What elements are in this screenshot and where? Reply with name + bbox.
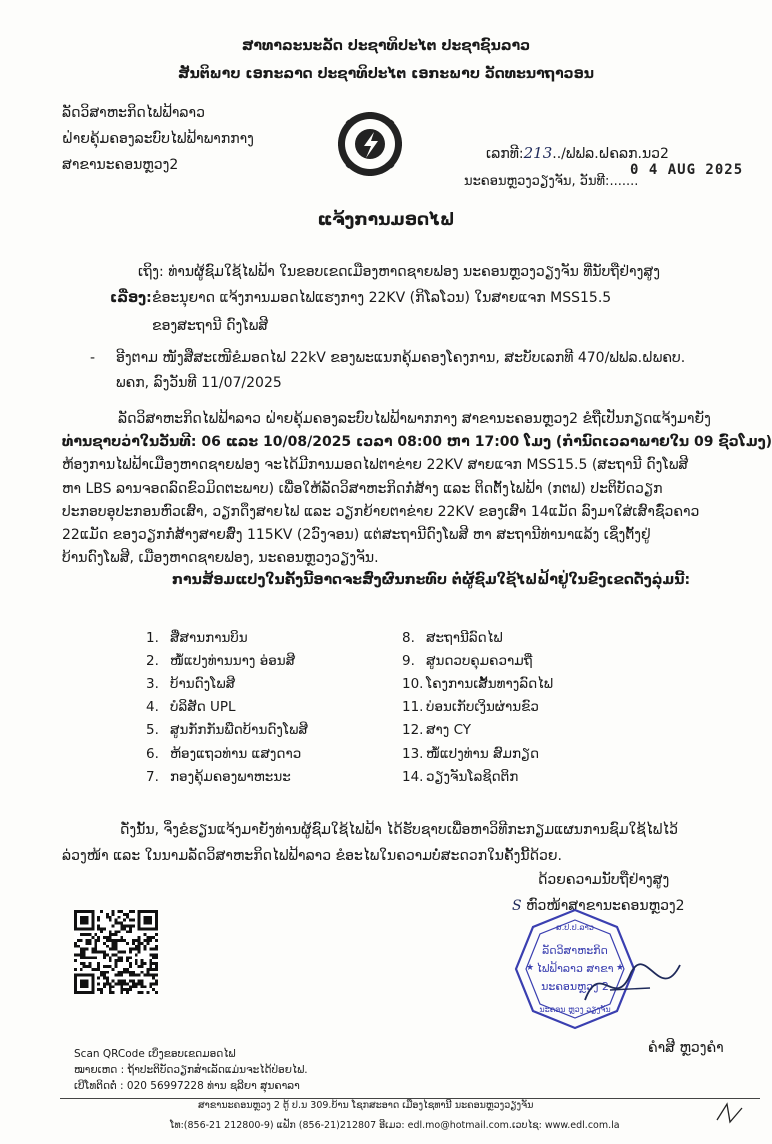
area-item-number: 10.: [402, 675, 424, 692]
org-line2: ຝ່າຍຄຸ້ມຄອງລະບົບໄຟຟ້າພາກກາງ: [62, 131, 254, 147]
footer-divider: [60, 1098, 760, 1099]
stamp-star-right-icon: ★: [616, 963, 625, 973]
body-line: ທ່ານຊາບວ່າໃນວັນທີ: 06 ແລະ 10/08/2025 ເວລາ 08:00 ຫາ 17:00 ໂມງ (ກໍານົດເວລາພາຍໃນ 09 ຊົ່ວໂມງ): [62, 434, 772, 451]
reference-number-suffix: ../ຟຟລ.ຝຄລກ.ນວ2: [552, 146, 669, 162]
area-item: [146, 626, 308, 649]
area-item-number: 3.: [146, 675, 159, 692]
org-line3: ສາຂານະຄອນຫຼວງ2: [62, 157, 179, 173]
area-item-label: ສູນກັກກັນພືດບ້ານດົງໂພສີ: [170, 722, 308, 739]
subject-line1: ຂໍອະນຸຍາດ ແຈ້ງການມອດໄຟແຮງກາງ 22KV (ກິໂລໂວນ) ໃນສາຍແຈກ MSS15.5: [152, 290, 612, 306]
areas-intro: ການສ້ອມແປງໃນຄັ້ງນີ້ອາດຈະສົ່ງຜົນກະທົບ ຕໍ່ຜູ້ຊົມໃຊ້ໄຟຟ້າຢູ່ໃນຂົງເຂດດັ່ງລຸ່ມນີ້:: [172, 572, 691, 588]
reference-place-date: [464, 174, 638, 189]
area-item-label: ໜໍ້ແປງທ່ານນາງ ອ່ອນສີ: [170, 652, 296, 669]
area-item: [402, 649, 553, 672]
stamp-top: ສ.ປ.ປ.ລາວ: [556, 923, 594, 932]
body-line: ຫາ LBS ລານຈອດລົດຂົວມິດຕະພາບ) ເພື່ອໃຫ້ລັດວິສາຫະກິດກໍ່ສ້າງ ແລະ ຕິດຕັ້ງໄຟຟ້າ (ກຕຟ) ປະຕິບັດວຽກ: [62, 480, 663, 497]
body-line: ລັດວິສາຫະກິດໄຟຟ້າລາວ ຝ່າຍຄຸ້ມຄອງລະບົບໄຟຟ້າພາກກາງ ສາຂານະຄອນຫຼວງ2 ຂໍຖືເປັນກຽດແຈ້ງມາຍັງ: [118, 411, 711, 427]
area-item-number: 11.: [402, 699, 424, 716]
subject-block: [110, 290, 611, 306]
area-item-label: ສື່ສານການບິນ: [170, 629, 248, 646]
closing-line2: ລ່ວງໜ້າ ແລະ ໃນນາມລັດວິສາຫະກິດໄຟຟ້າລາວ ຂໍອະໄພໃນຄວາມບໍ່ສະດວກໃນຄັ້ງນີ້ດ້ວຍ.: [62, 848, 562, 864]
area-item: [402, 742, 553, 765]
stamp-line2: ໄຟຟ້າລາວ ສາຂາ: [536, 962, 614, 975]
qr-note-line2: ໝາຍເຫດ : ຖ້າປະຕິບັດວຽກສຳເລັດແມ່ນຈະໄດ້ປ່ອຍໄຟ.: [74, 1064, 308, 1076]
recipient-line: ເຖິງ: ທ່ານຜູ້ຊົມໃຊ້ໄຟຟ້າ ໃນຂອບເຂດເມືອງຫາດຊາຍຟອງ ນະຄອນຫຼວງວຽງຈັນ ທີ່ນັບຖືຢ່າງສູງ: [138, 264, 660, 280]
reference-doc-line1: ອີງຕາມ ໜັງສືສະເໜີຂໍມອດໄຟ 22kV ຂອງພະແນກຄຸ້ມຄອງໂຄງການ, ສະບັບເລກທີ 470/ຟຟລ.ຝພຄບ.: [116, 350, 686, 366]
area-item-number: 14.: [402, 768, 424, 785]
body-line: ປະກອບອຸປະກອນຫົວເສົາ, ວຽກດຶງສາຍໄຟ ແລະ ວຽກຍ້າຍຕາຂ່າຍ 22KV ຂອງເສົາ 14ແມັດ ລົງມາໃສ່ເສົາຊົ່ວຄາວ: [62, 503, 700, 520]
area-item-label: ໜໍ້ແປງທ່ານ ສົມກຽດ: [426, 745, 540, 762]
footer-address: ສາຂານະຄອນຫຼວງ 2 ຕູ້ ປ.ນ 309.ບ້ານ ໂຊກສະອາດ ເມືອງໄຊທານີ ນະຄອນຫຼວງວຽງຈັນ: [198, 1100, 534, 1111]
stamp-bottom: ນະຄອນ ຫຼວງ ວຽງຈັນ: [539, 1005, 611, 1014]
country-header: ສາທາລະນະລັດ ປະຊາທິປະໄຕ ປະຊາຊົນລາວ: [241, 38, 531, 54]
area-item-label: ກອງຄຸ້ມຄອງພາຫະນະ: [170, 768, 291, 785]
reference-number-label: ເລກທີ:: [486, 146, 524, 162]
footer-contact: ໂທ:(856-21 212800-9) ແຟັກ (856-21)212807 ອີເມວ: edl.mo@hotmail.com.ເວບໄຊ: www.edl.com.la: [170, 1120, 620, 1131]
edl-logo-icon: [334, 108, 406, 180]
area-item: [146, 719, 308, 742]
body-line: ບ້ານດົງໂພສີ, ເມືອງຫາດຊາຍຟອງ, ນະຄອນຫຼວງວຽງຈັນ.: [62, 550, 379, 567]
area-item-number: 5.: [146, 722, 159, 739]
signatory-name: ຄຳສີ ຫຼວງຄຳ: [648, 1040, 724, 1056]
stamp-star-left-icon: ★: [526, 963, 535, 973]
area-item-label: ບໍລິສັດ UPL: [170, 699, 236, 716]
org-block: [62, 100, 254, 178]
area-item: [402, 626, 553, 649]
reference-doc: [90, 350, 685, 366]
area-item-label: ສູນດວບຄຸມຄວາມຖີ່: [426, 652, 533, 669]
body-line: ຫ້ອງການໄຟຟ້າເມືອງຫາດຊາຍຟອງ ຈະໄດ້ມີການມອດໄຟຕາຂ່າຍ 22KV ສາຍແຈກ MSS15.5 (ສະຖານີ ດົງໂພສີ: [62, 457, 689, 474]
area-item-number: 2.: [146, 652, 159, 669]
area-item-label: ບ່ອນເກັບເງິນຜ່ານຂົວ: [426, 699, 539, 716]
motto-header: ສັນຕິພາບ ເອກະລາດ ປະຊາທິປະໄຕ ເອກະພາບ ວັດທະນາຖາວອນ: [178, 66, 594, 82]
area-item: [146, 742, 308, 765]
stamp-line3: ນະຄອນຫຼວງ 2: [541, 980, 609, 993]
date-stamp: 0 4 AUG 2025: [630, 162, 744, 178]
area-item: [146, 672, 308, 695]
area-item-number: 9.: [402, 652, 415, 669]
area-item-label: ຫ້ອງແຖວທ່ານ ແສງດາວ: [170, 745, 302, 762]
areas-list-left: [146, 626, 308, 788]
area-item-number: 8.: [402, 629, 415, 646]
stamp-line1: ລັດວິສາຫະກິດ: [542, 944, 608, 957]
area-item: [146, 696, 308, 719]
area-item: [146, 649, 308, 672]
area-item-number: 7.: [146, 768, 159, 785]
reference-dash: -: [90, 350, 96, 366]
position-title: ຫົວໜ້າສາຂານະຄອນຫຼວງ2: [526, 898, 685, 914]
area-item-number: 12.: [402, 722, 424, 739]
areas-list-right: [402, 626, 553, 788]
document-title: ແຈ້ງການມອດໄຟ: [317, 210, 455, 230]
closing-line1: ດັ່ງນັ້ນ, ຈິ່ງຂໍຮຽນແຈ້ງມາຍັງທ່ານຜູ້ຊົມໃຊ້ໄຟຟ້າ ໄດ້ຮັບຊາບເພື່ອຫາວິທີກະກຽມແຜນການຊົມໃຊ້ໄຟໄວ້: [120, 822, 679, 838]
subject-line2: ຂອງສະຖານີ ດົງໂພສີ: [152, 318, 269, 334]
body-line: 22ແມັດ ຂອງວຽກກໍ່ສ້າງສາຍສົ່ງ 115KV (2ວົງຈອນ) ແຕ່ສະຖານີດົງໂພສີ ຫາ ສະຖານີທ່ານາແລ້ງ ເຊິ່ງຕັ້ງຢູ່: [62, 527, 651, 544]
area-item-label: ສາງ CY: [426, 722, 472, 739]
area-item: [402, 765, 553, 788]
org-line1: ລັດວິສາຫະກິດໄຟຟ້າລາວ: [62, 105, 205, 121]
area-item: [146, 765, 308, 788]
regards-line: ດ້ວຍຄວາມນັບຖືຢ່າງສູງ: [538, 872, 670, 888]
area-item-number: 13.: [402, 745, 424, 762]
reference-doc-line2: ພຄກ, ລົງວັນທີ 11/07/2025: [116, 375, 282, 391]
qr-note-line3: ເບີໂທຕິດຕໍ່ : 020 56997228 ທ່ານ ຊລີຍາ ສຸນຄາລາ: [74, 1080, 300, 1092]
reference-number-handwritten: 213: [523, 144, 553, 162]
qr-notes: [74, 1046, 308, 1094]
subject-label: ເລື່ອງ:: [110, 290, 152, 306]
area-item: [402, 696, 553, 719]
area-item: [402, 719, 553, 742]
area-item-number: 6.: [146, 745, 159, 762]
area-item-label: ໂຄງການເສັ້ນທາງລົດໄຟ: [426, 675, 554, 692]
area-item: [402, 672, 553, 695]
signature-scribble-icon: [580, 950, 690, 1020]
reference-number: [486, 144, 669, 162]
area-item-number: 1.: [146, 629, 159, 646]
reference-place-label: ນະຄອນຫຼວງວຽງຈັນ, ວັນທີ:.......: [464, 174, 639, 189]
qr-code-icon: [74, 910, 158, 994]
footer-initial-icon: [712, 1098, 752, 1128]
area-item-number: 4.: [146, 699, 159, 716]
position-prefix: S: [512, 898, 522, 914]
body-paragraph: [62, 408, 772, 570]
area-item-label: ບ້ານດົງໂພສີ: [170, 675, 236, 692]
area-item-label: ສະຖານີລົດໄຟ: [426, 629, 503, 646]
qr-note-line1: Scan QRCode ເບິ່ງຂອບເຂດມອດໄຟ: [74, 1048, 236, 1060]
area-item-label: ວຽງຈັນໂລຊິດຕິກ: [426, 768, 519, 785]
